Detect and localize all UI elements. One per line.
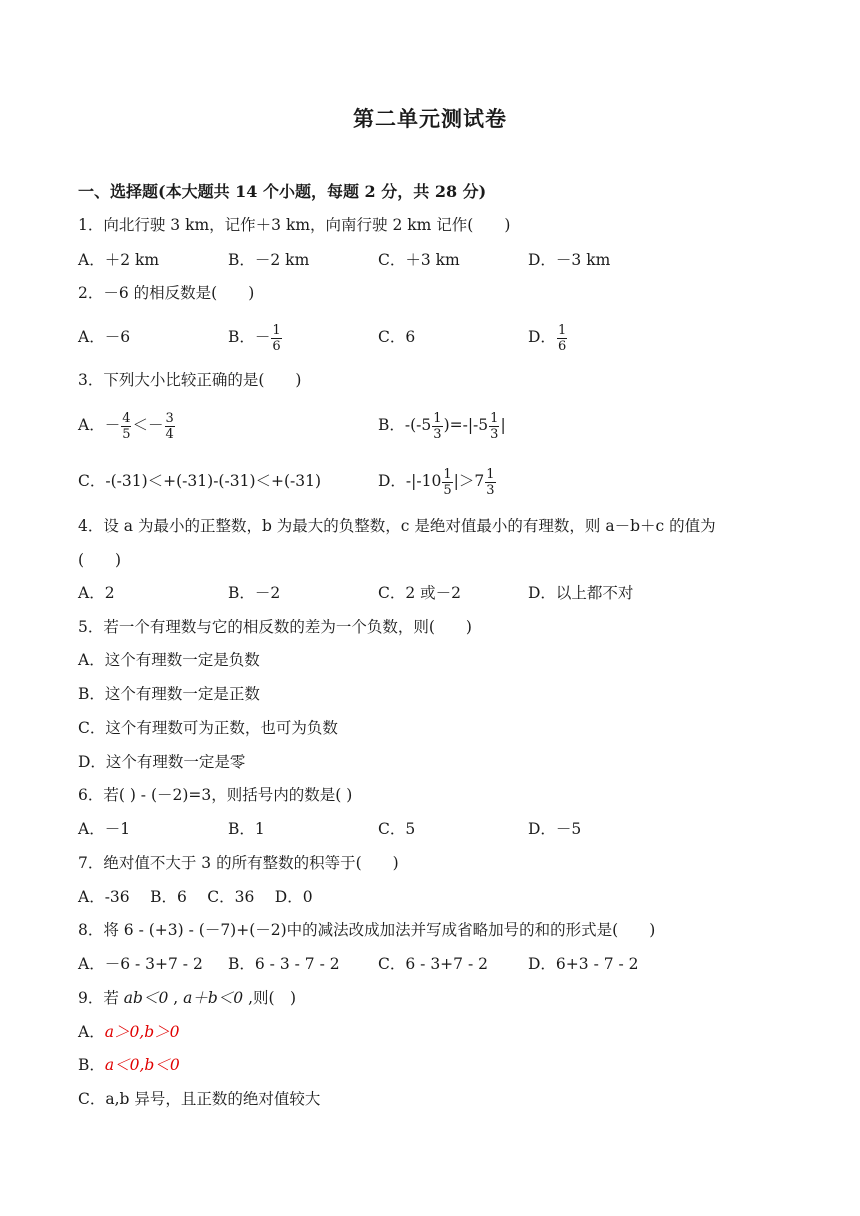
option-label: A．	[78, 1023, 105, 1041]
option-d: D．－3 km	[528, 251, 611, 269]
question-3-options-row1	[78, 402, 798, 448]
denominator: 3	[490, 426, 499, 442]
option-d: D．6+3 - 7 - 2	[528, 955, 639, 973]
option-a: A．这个有理数一定是负数	[78, 651, 260, 669]
option-c: C．＋3 km	[378, 251, 460, 269]
option-label: D．-|-10	[378, 472, 442, 490]
option-c: C．这个有理数可为正数，也可为负数	[78, 719, 338, 737]
denominator: 3	[433, 426, 442, 442]
operator: |＞7	[453, 472, 485, 490]
option-b	[78, 1053, 180, 1077]
option-d: D．这个有理数一定是零	[78, 753, 246, 771]
option-d	[378, 458, 497, 504]
numerator: 1	[486, 466, 495, 482]
numerator: 1	[272, 322, 281, 338]
question-4-stem-cont: ( )	[78, 551, 122, 569]
option-b: B．－2	[228, 584, 281, 602]
option-a: A．2	[78, 584, 115, 602]
fraction	[485, 467, 495, 498]
option-a	[78, 1020, 180, 1044]
option-b: B．这个有理数一定是正数	[78, 685, 260, 703]
option-c: C．a,b 异号，且正数的绝对值较大	[78, 1090, 321, 1108]
numerator: 1	[433, 410, 442, 426]
question-7-options: A．-36 B．6 C．36 D．0	[78, 888, 313, 906]
option-label: A．－	[78, 416, 121, 434]
numerator: 1	[557, 322, 567, 338]
numerator: 3	[165, 410, 174, 426]
numerator: 1	[490, 410, 499, 426]
option-d: D．以上都不对	[528, 584, 634, 602]
question-1-options	[78, 248, 798, 274]
separator: ,	[168, 989, 184, 1007]
fraction	[165, 411, 175, 442]
denominator: 3	[486, 482, 495, 498]
option-label: B．－	[228, 328, 271, 346]
fraction	[489, 411, 499, 442]
numerator: 1	[443, 466, 452, 482]
option-c: C．5	[378, 820, 416, 838]
option-c: C．-(-31)＜+(-31)-(-31)＜+(-31)	[78, 472, 322, 490]
option-a: A．－6	[78, 328, 131, 346]
question-5-stem: 5．若一个有理数与它的相反数的差为一个负数，则( )	[78, 618, 472, 636]
option-c: C．6	[378, 328, 416, 346]
highlighted-math: a＞0,b＞0	[104, 1023, 180, 1041]
math-expression: a＋b＜0	[183, 989, 244, 1007]
option-label: B．	[78, 1056, 105, 1074]
option-label: D．	[528, 328, 556, 346]
question-number: 9．若	[78, 989, 124, 1007]
question-3-stem: 3．下列大小比较正确的是( )	[78, 371, 302, 389]
denominator: 4	[165, 426, 174, 442]
question-2-options	[78, 314, 798, 360]
operator: ＜－	[132, 416, 164, 434]
fraction	[442, 467, 452, 498]
denominator: 5	[443, 482, 452, 498]
numerator: 4	[122, 410, 131, 426]
option-b: B．6 - 3 - 7 - 2	[228, 955, 340, 973]
question-3-options-row2	[78, 458, 798, 504]
section-heading: 一、选择题(本大题共 14 个小题，每题 2 分，共 28 分)	[78, 182, 487, 201]
denominator: 5	[122, 426, 131, 442]
option-d	[528, 314, 568, 360]
option-b: B．1	[228, 820, 265, 838]
option-a: A．＋2 km	[78, 251, 160, 269]
option-label: B．-(-5	[378, 416, 432, 434]
question-2-stem: 2．－6 的相反数是( )	[78, 284, 255, 302]
option-c: C．6 - 3+7 - 2	[378, 955, 488, 973]
question-9-stem	[78, 986, 296, 1010]
abs-bar: |	[500, 416, 506, 434]
question-6-stem: 6．若( ) - (－2)=3，则括号内的数是( )	[78, 786, 353, 804]
question-4-options	[78, 581, 798, 607]
highlighted-math: a＜0,b＜0	[104, 1056, 180, 1074]
option-a: A．－6 - 3+7 - 2	[78, 955, 203, 973]
option-b	[228, 314, 283, 360]
option-a	[78, 402, 176, 448]
option-d: D．－5	[528, 820, 582, 838]
question-7-stem: 7．绝对值不大于 3 的所有整数的积等于( )	[78, 854, 399, 872]
denominator: 6	[557, 338, 567, 354]
option-b	[378, 402, 506, 448]
question-4-stem: 4．设 a 为最小的正整数，b 为最大的负整数，c 是绝对值最小的有理数，则 a－b＋c 的值为	[78, 517, 716, 535]
fraction	[271, 323, 281, 354]
page-title: 第二单元测试卷	[353, 106, 507, 131]
denominator: 6	[272, 338, 281, 354]
stem-end: ,则( )	[243, 989, 297, 1007]
question-8-options	[78, 952, 798, 978]
question-6-options	[78, 817, 798, 843]
fraction	[121, 411, 131, 442]
math-expression: ab＜0	[123, 989, 169, 1007]
question-8-stem: 8．将 6 - (+3) - (－7)+(－2)中的减法改成加法并写成省略加号的和的形式是( )	[78, 921, 656, 939]
option-c: C．2 或－2	[378, 584, 462, 602]
fraction	[432, 411, 442, 442]
fraction	[557, 323, 567, 354]
question-1-stem: 1．向北行驶 3 km，记作＋3 km，向南行驶 2 km 记作( )	[78, 216, 511, 234]
operator: )=-|-5	[443, 416, 489, 434]
option-a: A．－1	[78, 820, 131, 838]
option-b: B．－2 km	[228, 251, 310, 269]
